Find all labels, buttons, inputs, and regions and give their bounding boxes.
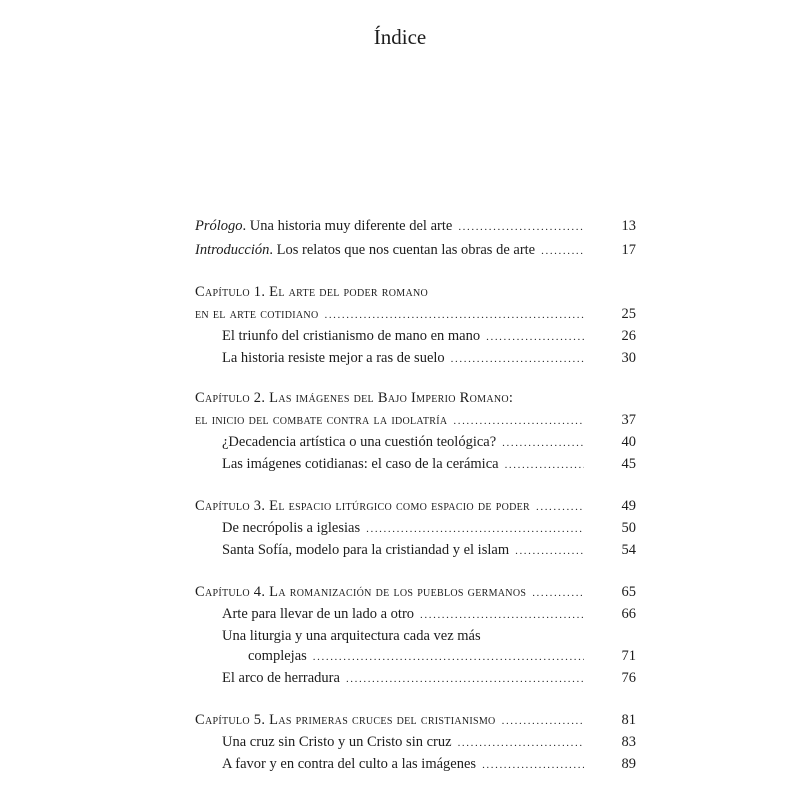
dot-leader bbox=[324, 305, 584, 325]
page-number: 81 bbox=[621, 712, 636, 728]
dot-leader bbox=[313, 647, 584, 667]
dot-leader bbox=[458, 733, 584, 753]
page-number: 17 bbox=[621, 242, 636, 258]
toc-chapter-2-heading[interactable] bbox=[195, 388, 636, 408]
dot-leader bbox=[366, 519, 584, 539]
toc-section[interactable] bbox=[222, 540, 636, 560]
page-number: 65 bbox=[621, 584, 636, 600]
dot-leader bbox=[453, 411, 584, 431]
page-number: 83 bbox=[621, 734, 636, 750]
dot-leader bbox=[346, 669, 584, 689]
dot-leader bbox=[502, 433, 584, 453]
entry-title: Capítulo 3. El espacio litúrgico como espacio de poder bbox=[195, 498, 530, 514]
toc-section[interactable] bbox=[222, 626, 636, 646]
entry-title: Capítulo 2. Las imágenes del Bajo Imperio Romano: bbox=[195, 390, 514, 406]
toc-section[interactable] bbox=[222, 732, 636, 752]
dot-leader bbox=[532, 583, 584, 603]
toc-section[interactable] bbox=[222, 348, 636, 368]
toc-entry-prologue[interactable] bbox=[195, 216, 636, 236]
page-number: 40 bbox=[621, 434, 636, 450]
toc-section[interactable] bbox=[222, 454, 636, 474]
dot-leader bbox=[536, 497, 584, 517]
dot-leader bbox=[482, 755, 584, 775]
page-number: 37 bbox=[621, 412, 636, 428]
entry-title: Las imágenes cotidianas: el caso de la cerámica bbox=[222, 456, 499, 472]
toc-section[interactable] bbox=[222, 754, 636, 774]
entry-title: Capítulo 1. El arte del poder romano bbox=[195, 284, 429, 300]
toc-section[interactable] bbox=[248, 646, 636, 666]
page-number: 13 bbox=[621, 218, 636, 234]
entry-lead: Introducción bbox=[195, 242, 270, 258]
entry-title: Capítulo 5. Las primeras cruces del cristianismo bbox=[195, 712, 496, 728]
entry-title: La historia resiste mejor a ras de suelo bbox=[222, 350, 445, 366]
page-number: 54 bbox=[621, 542, 636, 558]
dot-leader bbox=[515, 541, 584, 561]
toc-section[interactable] bbox=[222, 518, 636, 538]
page-number: 25 bbox=[621, 306, 636, 322]
entry-title: Una cruz sin Cristo y un Cristo sin cruz bbox=[222, 734, 452, 750]
toc-section[interactable] bbox=[222, 604, 636, 624]
page-number: 49 bbox=[621, 498, 636, 514]
toc-chapter-1-heading[interactable] bbox=[195, 282, 636, 302]
dot-leader bbox=[451, 349, 584, 369]
page-number: 71 bbox=[621, 648, 636, 664]
toc-chapter-1[interactable] bbox=[195, 304, 636, 324]
entry-title: ¿Decadencia artística o una cuestión teológica? bbox=[222, 434, 497, 450]
page-number: 66 bbox=[621, 606, 636, 622]
dot-leader bbox=[541, 241, 584, 261]
entry-title: Arte para llevar de un lado a otro bbox=[222, 606, 415, 622]
page-number: 89 bbox=[621, 756, 636, 772]
toc-chapter-2[interactable] bbox=[195, 410, 636, 430]
entry-title: complejas bbox=[248, 648, 307, 664]
page-number: 30 bbox=[621, 350, 636, 366]
page-title: Índice bbox=[373, 25, 427, 49]
entry-title: Una liturgia y una arquitectura cada vez más bbox=[222, 628, 481, 644]
toc-section[interactable] bbox=[222, 668, 636, 688]
toc-chapter-3[interactable] bbox=[195, 496, 636, 516]
dot-leader bbox=[502, 711, 584, 731]
entry-title: Santa Sofía, modelo para la cristiandad y el islam bbox=[222, 542, 510, 558]
entry-title: De necrópolis a iglesias bbox=[222, 520, 361, 536]
entry-title: El triunfo del cristianismo de mano en mano bbox=[222, 328, 481, 344]
dot-leader bbox=[486, 327, 584, 347]
toc-section[interactable] bbox=[222, 432, 636, 452]
toc-entry-introduction[interactable] bbox=[195, 240, 636, 260]
entry-title: A favor y en contra del culto a las imágenes bbox=[222, 756, 477, 772]
toc-chapter-4[interactable] bbox=[195, 582, 636, 602]
toc-chapter-5[interactable] bbox=[195, 710, 636, 730]
page-number: 76 bbox=[621, 670, 636, 686]
page-number: 26 bbox=[621, 328, 636, 344]
entry-title: . Los relatos que nos cuentan las obras de arte bbox=[269, 242, 536, 258]
dot-leader bbox=[420, 605, 584, 625]
dot-leader bbox=[505, 455, 584, 475]
page-number: 45 bbox=[621, 456, 636, 472]
entry-title: El arco de herradura bbox=[222, 670, 340, 686]
entry-title: en el arte cotidiano bbox=[195, 306, 319, 322]
entry-title: el inicio del combate contra la idolatría bbox=[195, 412, 448, 428]
toc-section[interactable] bbox=[222, 326, 636, 346]
entry-title: . Una historia muy diferente del arte bbox=[242, 218, 453, 234]
dot-leader bbox=[458, 217, 584, 237]
entry-lead: Prólogo bbox=[195, 218, 243, 234]
entry-title: Capítulo 4. La romanización de los pueblos germanos bbox=[195, 584, 527, 600]
page-number: 50 bbox=[621, 520, 636, 536]
